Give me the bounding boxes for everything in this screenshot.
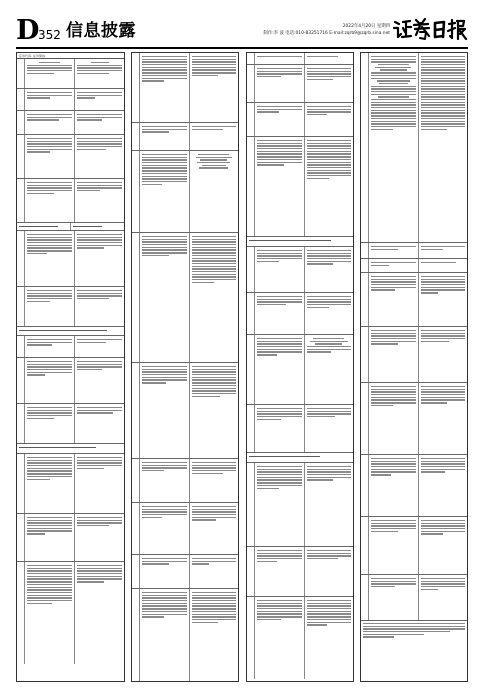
table-cell [25, 89, 74, 110]
table-cell [25, 135, 74, 178]
table-cell [25, 231, 74, 286]
row-number-cell [132, 589, 140, 682]
table-cell [74, 89, 124, 110]
table-row [361, 53, 467, 243]
table-cell [418, 575, 468, 620]
table-cell [255, 293, 304, 334]
row-number-cell [132, 555, 140, 588]
table-cell [140, 363, 189, 458]
table-row [17, 454, 124, 514]
row-number-cell [17, 358, 25, 403]
row-number-cell [361, 243, 369, 258]
table-cell [25, 562, 74, 664]
table-cell [418, 517, 468, 574]
row-number-cell [17, 404, 25, 443]
masthead [16, 16, 468, 46]
row-number-cell [247, 293, 255, 334]
table-cell [74, 404, 124, 443]
table-cell [189, 53, 239, 122]
row-number-cell [361, 273, 369, 326]
table-cell [247, 237, 353, 246]
table-cell [255, 247, 304, 292]
table-row [361, 455, 467, 517]
table-row [17, 514, 124, 562]
table-cell [369, 455, 418, 516]
table-cell [369, 53, 418, 242]
table-cell [17, 444, 124, 453]
row-number-cell [17, 135, 25, 178]
table-cell [304, 405, 354, 452]
table-cell [189, 151, 239, 232]
table-row [17, 404, 124, 444]
table-cell [74, 231, 124, 286]
row-number-cell [132, 151, 140, 232]
table-cell [255, 53, 304, 64]
row-number-cell [247, 547, 255, 596]
table-cell [25, 287, 74, 326]
table-cell [304, 65, 354, 102]
table-cell [140, 555, 189, 588]
row-number-cell [361, 575, 369, 620]
row-number-cell [247, 53, 255, 64]
table-cell [418, 327, 468, 382]
row-number-cell [247, 103, 255, 136]
table-row [17, 223, 124, 231]
row-number-cell [17, 562, 25, 664]
table-cell [304, 463, 354, 546]
table-cell [369, 575, 418, 620]
table-row [361, 327, 467, 383]
column-2 [131, 52, 239, 682]
table-row [361, 517, 467, 575]
row-number-cell [361, 259, 369, 272]
table-row [17, 135, 124, 179]
row-number-cell [132, 363, 140, 458]
table-cell [74, 336, 124, 357]
table-row [247, 405, 353, 453]
table-row [17, 231, 124, 287]
table-row [247, 335, 353, 405]
editor-contact: 制作:李 波 电话:010-83251716 E-mail:zqrb9@zqrb.sina.net [263, 31, 390, 36]
masthead-rule [16, 47, 468, 49]
table-cell [189, 555, 239, 588]
column-4 [360, 52, 468, 682]
row-number-cell [17, 454, 25, 513]
table-row [17, 89, 124, 111]
table-row [17, 287, 124, 327]
table-row [17, 59, 124, 89]
table-cell [369, 259, 418, 272]
table-cell [189, 233, 239, 362]
table-cell [189, 123, 239, 150]
table-cell [74, 287, 124, 326]
table-row [132, 555, 238, 589]
row-number-cell [247, 597, 255, 679]
row-number-cell [247, 247, 255, 292]
closing-note [361, 621, 467, 681]
table-cell [247, 453, 353, 462]
table-row [247, 65, 353, 103]
table-row [17, 111, 124, 135]
table-cell [255, 103, 304, 136]
table-cell [74, 514, 124, 561]
table-cell [304, 335, 354, 404]
table-cell [74, 111, 124, 134]
column-header: 证券代码: 证券简称: [17, 53, 124, 59]
table-cell [74, 135, 124, 178]
table-cell [140, 233, 189, 362]
table-cell [74, 358, 124, 403]
table-cell [304, 597, 354, 679]
table-row [361, 383, 467, 455]
table-cell [255, 65, 304, 102]
table-cell [369, 327, 418, 382]
section-letter: D [16, 15, 40, 46]
table-cell [304, 293, 354, 334]
table-cell [255, 335, 304, 404]
table-cell [25, 514, 74, 561]
table-cell [189, 589, 239, 682]
table-cell [418, 455, 468, 516]
row-number-cell [247, 335, 255, 404]
row-number-cell [247, 137, 255, 236]
table-row [247, 293, 353, 335]
table-row [132, 233, 238, 363]
table-cell [74, 179, 124, 222]
table-cell [140, 589, 189, 682]
table-cell [369, 517, 418, 574]
table-cell [418, 383, 468, 454]
table-cell [140, 459, 189, 502]
table-row [247, 137, 353, 237]
table-cell [74, 454, 124, 513]
table-cell [418, 53, 468, 242]
table-row [361, 575, 467, 621]
row-number-cell [361, 455, 369, 516]
table-cell [140, 123, 189, 150]
row-number-cell [17, 287, 25, 326]
table-row [361, 273, 467, 327]
row-number-cell [132, 233, 140, 362]
table-cell [25, 111, 74, 134]
row-number-cell [247, 65, 255, 102]
table-row [132, 123, 238, 151]
table-cell [369, 243, 418, 258]
table-row [132, 151, 238, 233]
table-cell [25, 454, 74, 513]
table-cell [418, 273, 468, 326]
table-row [17, 562, 124, 664]
table-row [247, 597, 353, 679]
table-cell [25, 59, 74, 88]
table-cell [369, 383, 418, 454]
table-cell [304, 247, 354, 292]
table-cell [304, 103, 354, 136]
table-cell [418, 243, 468, 258]
row-number-cell [247, 405, 255, 452]
table-row [247, 453, 353, 463]
table-cell [255, 463, 304, 546]
table-cell [140, 53, 189, 122]
column-1 [16, 52, 125, 682]
table-row [132, 459, 238, 503]
table-row [247, 547, 353, 597]
row-number-cell [17, 89, 25, 110]
table-cell [255, 137, 304, 236]
table-row [132, 589, 238, 682]
table-cell [189, 363, 239, 458]
section-number: 352 [38, 28, 61, 42]
table-cell [304, 53, 354, 64]
issue-date: 2022年4月20日 星期四 [342, 24, 390, 29]
table-row [17, 336, 124, 358]
table-row [17, 179, 124, 223]
table-cell [304, 137, 354, 236]
table-cell [70, 223, 124, 230]
row-number-cell [17, 514, 25, 561]
row-number-cell [132, 123, 140, 150]
table-row [132, 363, 238, 459]
table-cell [255, 405, 304, 452]
table-cell [25, 358, 74, 403]
row-number-cell [17, 111, 25, 134]
table-row [132, 503, 238, 555]
table-cell [17, 223, 70, 230]
table-row [17, 327, 124, 336]
table-row [132, 53, 238, 123]
table-cell [189, 459, 239, 502]
table-row [361, 243, 467, 259]
table-cell [140, 503, 189, 554]
table-row [247, 463, 353, 547]
table-cell [418, 259, 468, 272]
row-number-cell [247, 463, 255, 546]
row-number-cell [17, 336, 25, 357]
table-cell [25, 179, 74, 222]
newspaper-logo [392, 16, 468, 42]
masthead-meta [263, 23, 390, 37]
table-cell [255, 597, 304, 679]
row-number-cell [17, 231, 25, 286]
table-cell [17, 327, 124, 335]
column-3 [246, 52, 354, 682]
table-cell [74, 59, 124, 88]
row-number-cell [132, 53, 140, 122]
row-number-cell [361, 383, 369, 454]
table-row [17, 358, 124, 404]
table-cell [189, 503, 239, 554]
table-row [247, 237, 353, 247]
table-cell [25, 336, 74, 357]
table-row [247, 103, 353, 137]
table-row [247, 247, 353, 293]
table-cell [369, 273, 418, 326]
row-number-cell [361, 53, 369, 242]
row-number-cell [17, 59, 25, 88]
row-number-cell [361, 517, 369, 574]
table-row [247, 53, 353, 65]
row-number-cell [132, 459, 140, 502]
table-cell [304, 547, 354, 596]
row-number-cell [132, 503, 140, 554]
table-cell [74, 562, 124, 664]
table-cell [25, 404, 74, 443]
table-row [17, 444, 124, 454]
table-cell [255, 547, 304, 596]
table-cell [140, 151, 189, 232]
section-title: 信息披露 [66, 21, 136, 41]
row-number-cell [361, 327, 369, 382]
table-row [361, 259, 467, 273]
row-number-cell [17, 179, 25, 222]
